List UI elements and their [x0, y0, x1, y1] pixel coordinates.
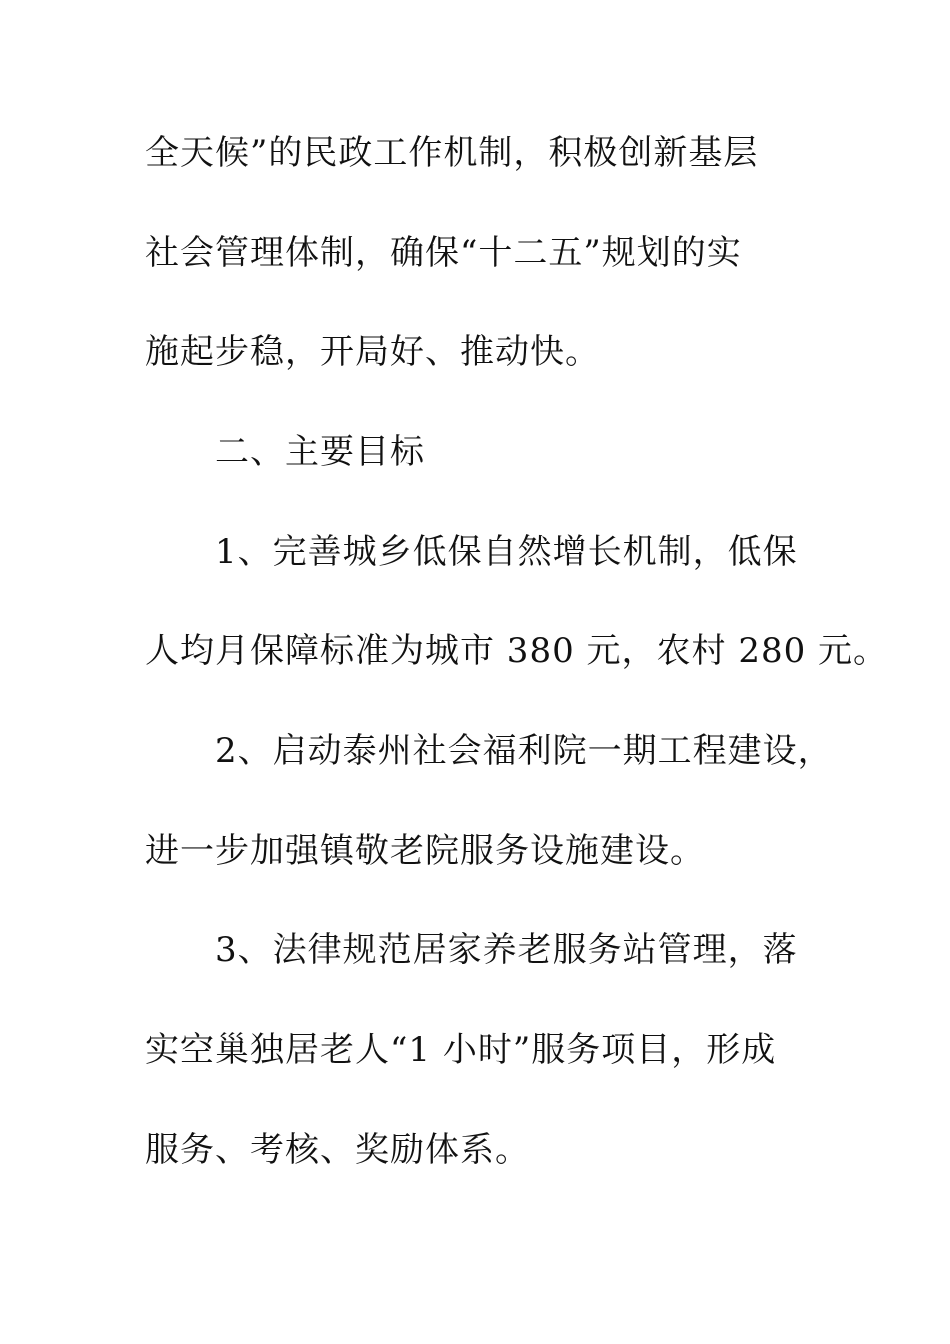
list-item-3-line: 服务、考核、奖励体系。	[145, 1130, 530, 1170]
paragraph-line: 社会管理体制，确保“十二五”规划的实	[145, 233, 742, 273]
list-item-3-line: 实空巢独居老人“1 小时”服务项目，形成	[145, 1030, 777, 1070]
section-heading: 二、主要目标	[215, 432, 425, 472]
paragraph-line: 全天候”的民政工作机制，积极创新基层	[145, 133, 759, 173]
list-item-2-line: 2、启动泰州社会福利院一期工程建设，	[215, 731, 833, 771]
list-item-1-line: 人均月保障标准为城市 380 元，农村 280 元。	[145, 631, 889, 671]
list-item-2-line: 进一步加强镇敬老院服务设施建设。	[145, 831, 705, 871]
paragraph-line: 施起步稳，开局好、推动快。	[145, 332, 600, 372]
list-item-3-line: 3、法律规范居家养老服务站管理，落	[215, 930, 798, 970]
list-item-1-line: 1、完善城乡低保自然增长机制，低保	[215, 532, 798, 572]
